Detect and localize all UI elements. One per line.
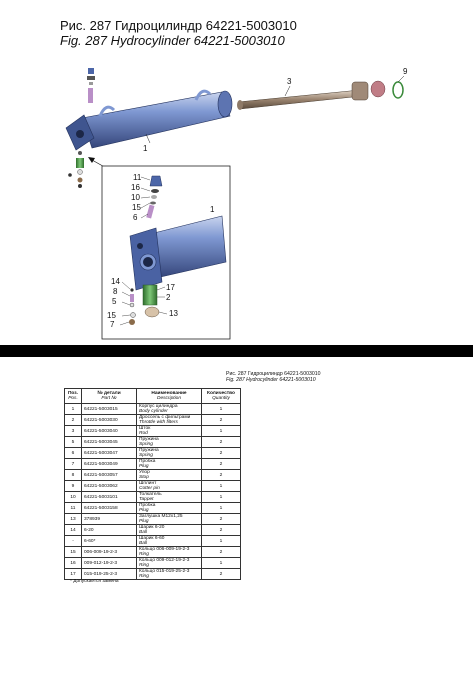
cell-quantity: 1 bbox=[202, 404, 241, 415]
header-pos: Поз. Pos. bbox=[65, 389, 82, 404]
desc-ru: Пружина bbox=[139, 448, 159, 453]
callout-5: 5 bbox=[112, 297, 117, 306]
header-part: № детали Part № bbox=[82, 389, 137, 404]
table-row bbox=[65, 525, 241, 536]
cell-quantity: 2 bbox=[202, 448, 241, 459]
cell-quantity: 2 bbox=[202, 514, 241, 525]
cell-pos: 14 bbox=[65, 525, 82, 536]
desc-en: Tappet bbox=[139, 497, 154, 502]
cell-quantity: 2 bbox=[202, 569, 241, 580]
callout-10: 10 bbox=[131, 193, 140, 202]
cell-description bbox=[137, 459, 202, 470]
table-row bbox=[65, 569, 241, 580]
cell-part-number: 378939 bbox=[82, 514, 137, 525]
cell-description bbox=[137, 437, 202, 448]
cell-part-number: 64221-5003015 bbox=[82, 404, 137, 415]
table-caption-en: Fig. 287 Hydrocylinder 64221-5003010 bbox=[226, 377, 316, 383]
cell-quantity: 2 bbox=[202, 415, 241, 426]
page-divider-bar bbox=[0, 345, 473, 357]
cell-part-number: 64221-5003057 bbox=[82, 470, 137, 481]
callout-14: 14 bbox=[111, 277, 120, 286]
callout-9: 9 bbox=[403, 67, 408, 76]
cell-quantity: 1 bbox=[202, 492, 241, 503]
top-plug-stack bbox=[87, 68, 95, 103]
cell-part-number: 009-012-19-2-3 bbox=[82, 558, 137, 569]
cell-part-number: 6-60* bbox=[82, 536, 137, 547]
table-row bbox=[65, 426, 241, 437]
desc-ru: Пробка bbox=[139, 459, 156, 464]
cell-pos: 8 bbox=[65, 470, 82, 481]
cell-part-number: 64221-5003101 bbox=[82, 492, 137, 503]
cell-pos: 16 bbox=[65, 558, 82, 569]
desc-ru: Пружина bbox=[139, 437, 159, 442]
desc-en: Ring bbox=[139, 563, 149, 568]
cell-description bbox=[137, 492, 202, 503]
desc-en: Ring bbox=[139, 574, 149, 579]
table-row bbox=[65, 558, 241, 569]
cell-description bbox=[137, 558, 202, 569]
cell-description bbox=[137, 514, 202, 525]
callout-1-detail: 1 bbox=[210, 205, 215, 214]
cell-quantity: 1 bbox=[202, 536, 241, 547]
desc-ru: Кольцо 009-012-19-2-3 bbox=[139, 558, 190, 563]
cell-part-number: 6-20 bbox=[82, 525, 137, 536]
table-row bbox=[65, 547, 241, 558]
desc-en: Spring bbox=[139, 453, 153, 458]
desc-en: Throttle with filters bbox=[139, 420, 178, 425]
desc-ru: Упор bbox=[139, 470, 150, 475]
cell-quantity: 2 bbox=[202, 547, 241, 558]
desc-en: Plug bbox=[139, 519, 149, 524]
desc-ru: Кольцо 006-009-19-2-3 bbox=[139, 547, 190, 552]
cell-pos: 3 bbox=[65, 426, 82, 437]
cell-pos: 5 bbox=[65, 437, 82, 448]
cell-pos: 1 bbox=[65, 404, 82, 415]
table-row bbox=[65, 437, 241, 448]
callout-17: 17 bbox=[166, 283, 175, 292]
callout-16: 16 bbox=[131, 183, 140, 192]
cell-quantity: 1 bbox=[202, 426, 241, 437]
desc-ru: Шарик 6-60 bbox=[139, 536, 165, 541]
cell-part-number: 015-019-25-2-3 bbox=[82, 569, 137, 580]
title-ru: Рис. 287 Гидроцилиндр 64221-5003010 bbox=[60, 18, 297, 33]
desc-ru: Шток bbox=[139, 426, 151, 431]
cell-pos: 15 bbox=[65, 547, 82, 558]
desc-en: Body cylinder bbox=[139, 409, 168, 414]
parts-table-header bbox=[65, 389, 241, 404]
table-row bbox=[65, 503, 241, 514]
cell-quantity: 2 bbox=[202, 437, 241, 448]
cell-description bbox=[137, 415, 202, 426]
callout-3: 3 bbox=[287, 77, 292, 86]
desc-en: Spring bbox=[139, 442, 153, 447]
table-row bbox=[65, 536, 241, 547]
cell-description bbox=[137, 536, 202, 547]
cell-pos: 10 bbox=[65, 492, 82, 503]
desc-en: Stop bbox=[139, 475, 149, 480]
desc-ru: Шарик 6-20 bbox=[139, 525, 165, 530]
desc-ru: Кольцо 015-019-25-2-3 bbox=[139, 569, 190, 574]
desc-en: Cotter pin bbox=[139, 486, 160, 491]
cotter-pin bbox=[393, 82, 403, 98]
cell-description bbox=[137, 503, 202, 514]
parts-table bbox=[64, 388, 241, 580]
table-row bbox=[65, 448, 241, 459]
title-en: Fig. 287 Hydrocylinder 64221-5003010 bbox=[60, 33, 285, 48]
desc-en: Ring bbox=[139, 552, 149, 557]
cell-part-number: 64221-5003030 bbox=[82, 415, 137, 426]
callout-15-bottom: 15 bbox=[107, 311, 116, 320]
cell-description bbox=[137, 525, 202, 536]
callout-7: 7 bbox=[110, 320, 115, 329]
table-row bbox=[65, 404, 241, 415]
callout-6: 6 bbox=[133, 213, 138, 222]
desc-en: Ball bbox=[139, 530, 147, 535]
cell-pos: 7 bbox=[65, 459, 82, 470]
cell-description bbox=[137, 470, 202, 481]
callout-8: 8 bbox=[113, 287, 118, 296]
table-caption-ru: Рис. 287 Гидроцилиндр 64221-5003010 bbox=[226, 371, 321, 377]
cell-part-number: 64221-5003045 bbox=[82, 437, 137, 448]
parts-table-body bbox=[65, 404, 241, 580]
callout-15-top: 15 bbox=[132, 203, 141, 212]
cell-quantity: 1 bbox=[202, 503, 241, 514]
cell-pos: 17 bbox=[65, 569, 82, 580]
cell-description bbox=[137, 404, 202, 415]
piston-rod bbox=[237, 81, 385, 110]
cell-quantity: 2 bbox=[202, 470, 241, 481]
footnote: * Допускается замена bbox=[70, 579, 119, 584]
desc-ru: Шплинт bbox=[139, 481, 157, 486]
cell-pos: 9 bbox=[65, 481, 82, 492]
cell-part-number: 64221-5003047 bbox=[82, 448, 137, 459]
cell-pos: 13 bbox=[65, 514, 82, 525]
cell-quantity: 2 bbox=[202, 525, 241, 536]
table-row bbox=[65, 514, 241, 525]
table-row bbox=[65, 415, 241, 426]
cell-quantity: 1 bbox=[202, 558, 241, 569]
desc-en: Ball bbox=[139, 541, 147, 546]
cell-part-number: 64221-5003040 bbox=[82, 426, 137, 437]
cell-description bbox=[137, 448, 202, 459]
table-row bbox=[65, 492, 241, 503]
cell-part-number: 64221-5003049 bbox=[82, 459, 137, 470]
cell-part-number: 006-009-19-2-3 bbox=[82, 547, 137, 558]
callout-2: 2 bbox=[166, 293, 171, 302]
cell-part-number: 64221-5003158 bbox=[82, 503, 137, 514]
cell-pos: 11 bbox=[65, 503, 82, 514]
desc-ru: Толкатель bbox=[139, 492, 162, 497]
desc-en: Plug bbox=[139, 508, 149, 513]
desc-ru: Пробка bbox=[139, 503, 156, 508]
desc-ru: Дроссель с фильтрами bbox=[139, 415, 191, 420]
header-description: Наименование Description bbox=[137, 389, 202, 404]
cell-part-number: 64221-5003062 bbox=[82, 481, 137, 492]
cell-pos: 6 bbox=[65, 448, 82, 459]
cell-quantity: 1 bbox=[202, 481, 241, 492]
table-row bbox=[65, 470, 241, 481]
cell-pos: - bbox=[65, 536, 82, 547]
desc-ru: Корпус цилиндра bbox=[139, 404, 178, 409]
cell-description bbox=[137, 481, 202, 492]
cell-pos: 2 bbox=[65, 415, 82, 426]
bottom-parts-stack bbox=[68, 151, 84, 188]
desc-en: Plug bbox=[139, 464, 149, 469]
cell-description bbox=[137, 547, 202, 558]
table-row bbox=[65, 459, 241, 470]
table-row bbox=[65, 481, 241, 492]
cell-quantity: 2 bbox=[202, 459, 241, 470]
callout-13: 13 bbox=[169, 309, 178, 318]
desc-en: Rod bbox=[139, 431, 148, 436]
header-quantity: Количество Quantity bbox=[202, 389, 241, 404]
table-caption bbox=[226, 371, 321, 383]
exploded-view-illustration bbox=[0, 50, 473, 340]
desc-ru: Заглушка М12х1,25 bbox=[139, 514, 183, 519]
callout-11: 11 bbox=[133, 173, 142, 182]
cell-description bbox=[137, 569, 202, 580]
callout-1-main: 1 bbox=[143, 144, 148, 153]
cell-description bbox=[137, 426, 202, 437]
